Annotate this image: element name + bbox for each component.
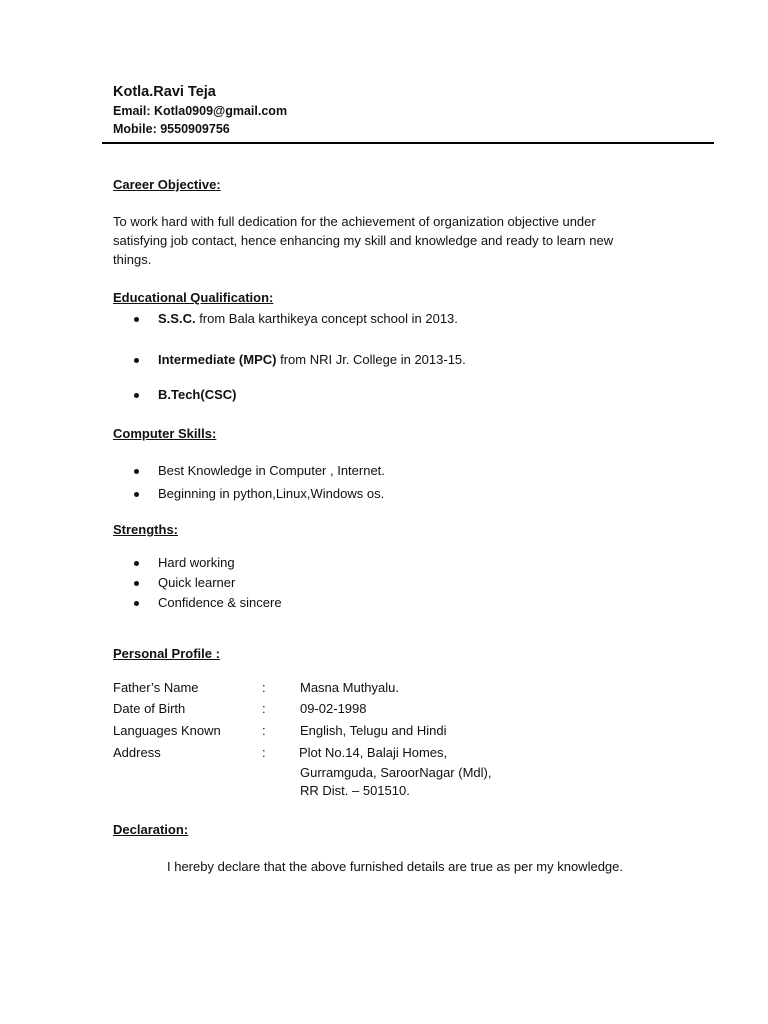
bullet-icon [134, 393, 139, 398]
profile-label-date-of-birth: Date of Birth [113, 701, 186, 716]
computer-skills-heading: Computer Skills: [113, 426, 217, 441]
education-item-title: B.Tech(CSC) [158, 387, 237, 402]
strength-item: Confidence & sincere [158, 595, 282, 610]
education-item [158, 311, 458, 326]
bullet-icon [134, 601, 139, 606]
profile-value-address-line: Gurramguda, SaroorNagar (Mdl), [300, 765, 492, 780]
bullet-icon [134, 317, 139, 322]
skill-item: Best Knowledge in Computer , Internet. [158, 463, 385, 478]
skill-item: Beginning in python,Linux,Windows os. [158, 486, 385, 501]
profile-colon: : [262, 745, 266, 760]
bullet-icon [134, 469, 139, 474]
strength-item: Quick learner [158, 575, 236, 590]
mobile-line: Mobile: 9550909756 [113, 122, 230, 136]
strength-item: Hard working [158, 555, 235, 570]
strengths-heading: Strengths: [113, 522, 178, 537]
candidate-name: Kotla.Ravi Teja [113, 84, 216, 100]
career-objective-heading: Career Objective: [113, 177, 221, 192]
declaration-text: I hereby declare that the above furnished details are true as per my knowledge. [167, 859, 623, 874]
bullet-icon [134, 358, 139, 363]
education-item-detail: from NRI Jr. College in 2013-15. [276, 352, 466, 367]
profile-label-languages: Languages Known [113, 723, 221, 738]
career-objective-line: things. [113, 252, 152, 267]
profile-value-address-line: RR Dist. – 501510. [300, 783, 410, 798]
profile-label-fathers-name: Father’s Name [113, 680, 199, 695]
education-item [158, 387, 236, 402]
profile-value-address-line: Plot No.14, Balaji Homes, [299, 745, 448, 760]
profile-label-address: Address [113, 745, 161, 760]
bullet-icon [134, 492, 139, 497]
bullet-icon [134, 561, 139, 566]
education-item [158, 352, 466, 367]
profile-value-date-of-birth: 09-02-1998 [300, 701, 367, 716]
education-item-title: Intermediate (MPC) [158, 352, 277, 367]
education-heading: Educational Qualification: [113, 290, 274, 305]
career-objective-line: To work hard with full dedication for the achievement of organization objective under [113, 214, 596, 229]
header-divider [102, 142, 714, 144]
email-line: Email: Kotla0909@gmail.com [113, 104, 288, 118]
profile-colon: : [262, 680, 266, 695]
profile-colon: : [262, 723, 266, 738]
education-item-detail: from Bala karthikeya concept school in 2013. [195, 311, 458, 326]
education-item-title: S.S.C. [158, 311, 196, 326]
career-objective-line: satisfying job contact, hence enhancing my skill and knowledge and ready to learn new [113, 233, 614, 248]
profile-value-languages: English, Telugu and Hindi [300, 723, 447, 738]
bullet-icon [134, 581, 139, 586]
personal-profile-heading: Personal Profile : [113, 646, 220, 661]
profile-value-fathers-name: Masna Muthyalu. [300, 680, 399, 695]
declaration-heading: Declaration: [113, 822, 189, 837]
profile-colon: : [262, 701, 266, 716]
